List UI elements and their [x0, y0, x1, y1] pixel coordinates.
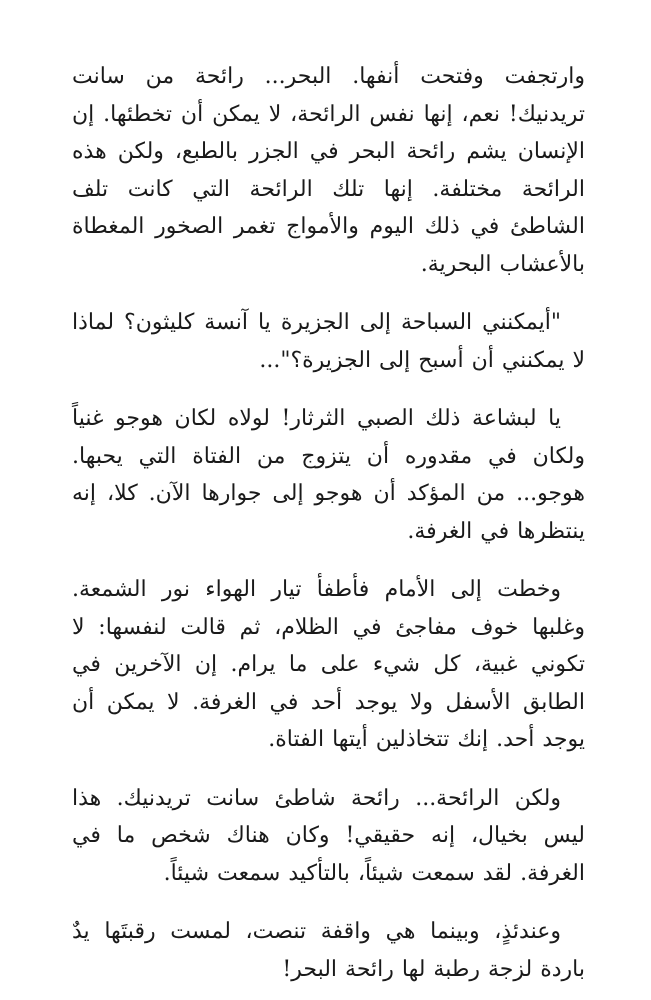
paragraph-6: وعندئذٍ، وبينما هي واقفة تنصت، لمست رقبتَها يدٌ باردة لزجة رطبة لها رائحة البحر! — [72, 919, 585, 982]
paragraph-1: وارتجفت وفتحت أنفها. البحر... رائحة من سانت تريدنيك! نعم، إنها نفس الرائحة، لا يمكن أن تخطئها. إن الإنسان يشم رائحة البحر في الجزر بالطبع، ولكن هذه الرائحة مختلفة. إنها تلك الرائحة التي كانت تلف الشاطئ في ذلك اليوم والأمواج تغمر الصخور المغطاة بالأعشاب البحرية. — [72, 64, 585, 277]
paragraph-4: وخطت إلى الأمام فأطفأ تيار الهواء نور الشمعة. وغلبها خوف مفاجئ في الظلام، ثم قالت لنفسها: لا تكوني غبية، كل شيء على ما يرام. إن الآخرين في الطابق الأسفل ولا يوجد أحد في الغرفة. لا يمكن أن يوجد أحد. إنك تتخاذلين أيتها الفتاة. — [72, 577, 585, 752]
paragraph-3: يا لبشاعة ذلك الصبي الثرثار! لولاه لكان هوجو غنياً ولكان في مقدوره أن يتزوج من الفتاة التي يحبها. هوجو... من المؤكد أن هوجو إلى جوارها الآن. كلا، إنه ينتظرها في الغرفة. — [72, 406, 585, 544]
paragraph-5: ولكن الرائحة... رائحة شاطئ سانت تريدنيك. هذا ليس بخيال، إنه حقيقي! وكان هناك شخص ما في الغرفة. لقد سمعت شيئاً، بالتأكيد سمعت شيئاً. — [72, 785, 585, 886]
paragraph-2: "أيمكنني السباحة إلى الجزيرة يا آنسة كليثون؟ لماذا لا يمكنني أن أسبح إلى الجزيرة؟"... — [72, 310, 585, 373]
